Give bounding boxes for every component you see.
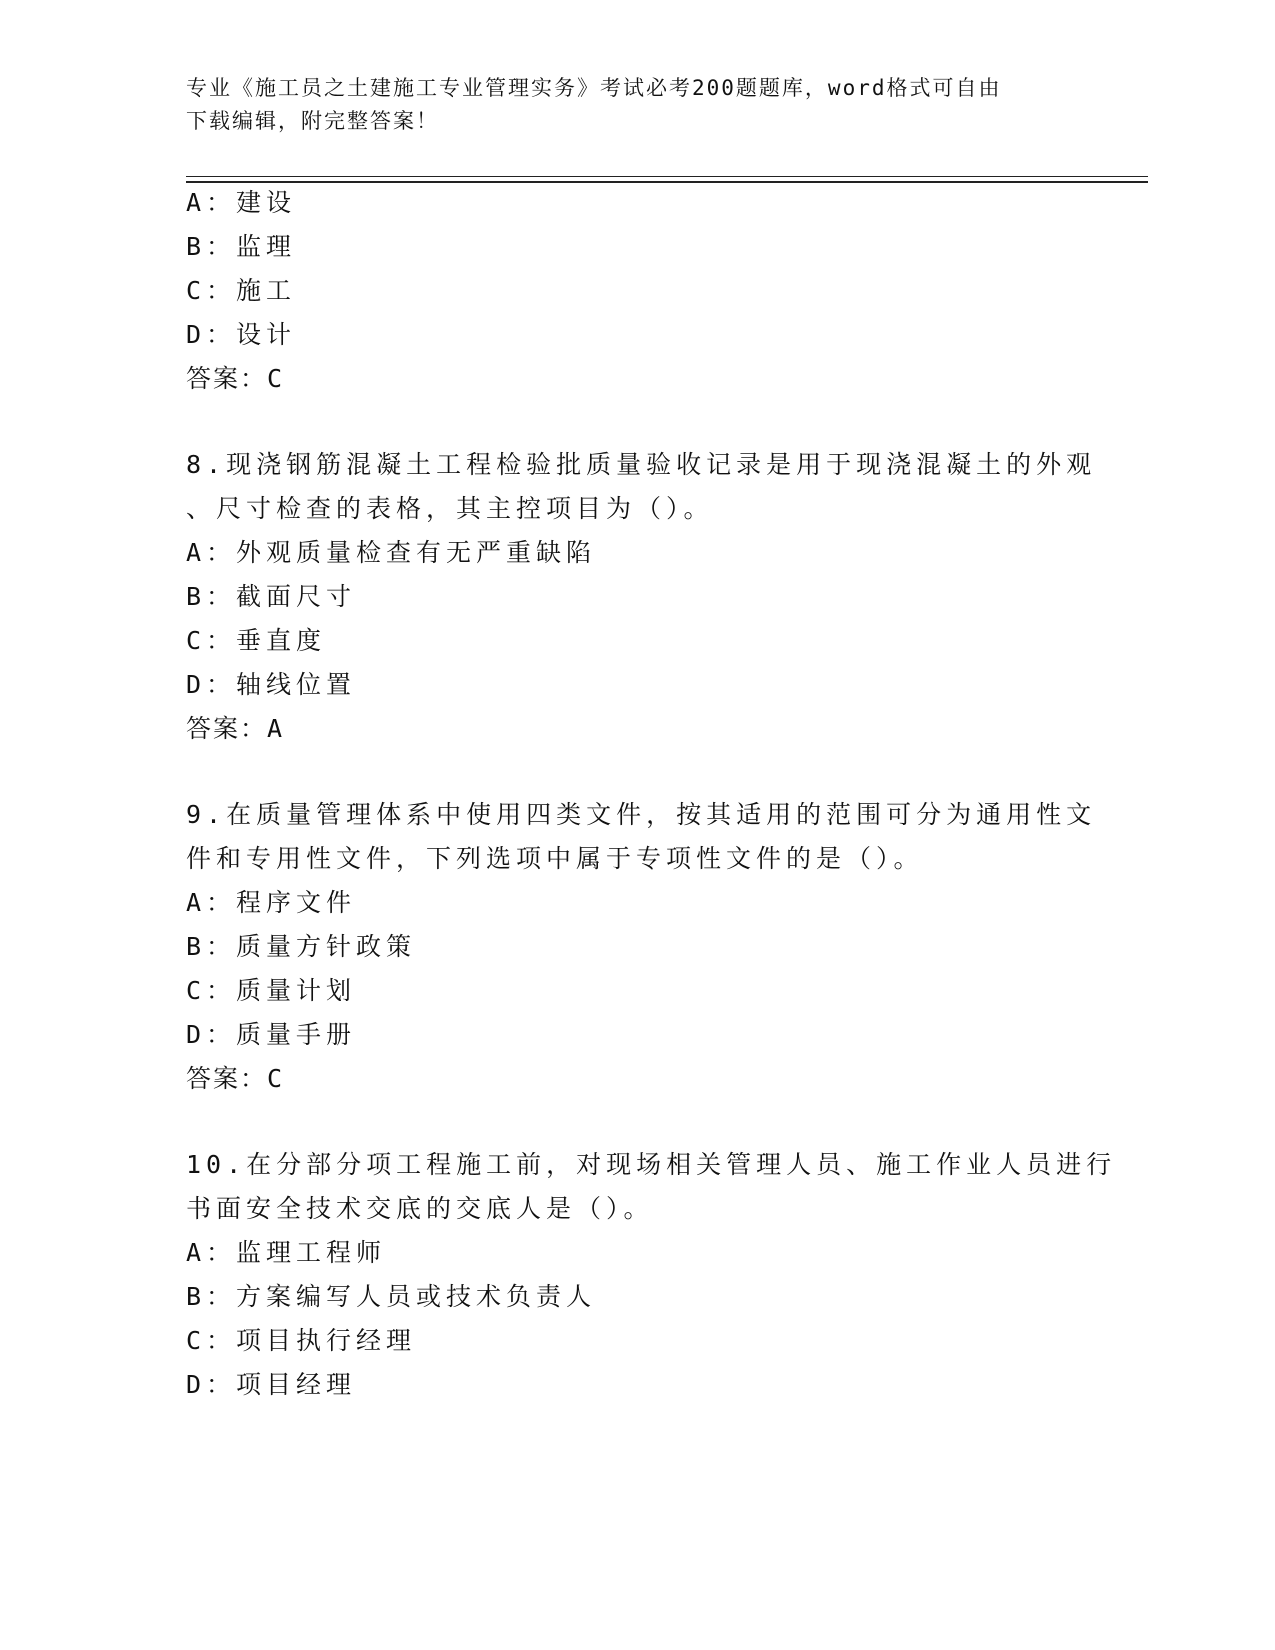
q8-option-d: D：轴线位置: [186, 670, 357, 699]
header-divider-top: [186, 176, 1148, 177]
q8-answer: 答案：A: [186, 714, 285, 743]
q10-option-d: D：项目经理: [186, 1370, 357, 1399]
q7-option-b: B：监理: [186, 232, 297, 261]
q10-option-b: B：方案编写人员或技术负责人: [186, 1282, 597, 1311]
q7-option-d: D：设计: [186, 320, 297, 349]
q8-option-c: C：垂直度: [186, 626, 327, 655]
title-line-1: 专业《施工员之土建施工专业管理实务》考试必考200题题库，word格式可自由: [186, 76, 1002, 100]
q7-answer: 答案：C: [186, 364, 285, 393]
q9-answer: 答案：C: [186, 1064, 285, 1093]
q9-option-b: B：质量方针政策: [186, 932, 417, 961]
q9-option-a: A：程序文件: [186, 888, 357, 917]
q9-option-c: C：质量计划: [186, 976, 357, 1005]
q7-option-c: C：施工: [186, 276, 297, 305]
header-divider-bottom: [186, 181, 1148, 183]
q7-option-a: A：建设: [186, 188, 297, 217]
q10-stem-line-1: 10.在分部分项工程施工前，对现场相关管理人员、施工作业人员进行: [186, 1150, 1117, 1179]
q8-option-a: A：外观质量检查有无严重缺陷: [186, 538, 597, 567]
q8-option-b: B：截面尺寸: [186, 582, 357, 611]
q10-option-a: A：监理工程师: [186, 1238, 387, 1267]
q9-option-d: D：质量手册: [186, 1020, 357, 1049]
q9-stem-line-1: 9.在质量管理体系中使用四类文件，按其适用的范围可分为通用性文: [186, 800, 1097, 829]
q8-stem-line-1: 8.现浇钢筋混凝土工程检验批质量验收记录是用于现浇混凝土的外观: [186, 450, 1097, 479]
q8-stem-line-2: 、尺寸检查的表格，其主控项目为（）。: [186, 494, 714, 523]
document-title: [186, 72, 1066, 138]
q10-stem-line-2: 书面安全技术交底的交底人是（）。: [186, 1194, 654, 1223]
q9-stem-line-2: 件和专用性文件，下列选项中属于专项性文件的是（）。: [186, 844, 924, 873]
q10-option-c: C：项目执行经理: [186, 1326, 417, 1355]
title-line-2: 下载编辑，附完整答案！: [186, 109, 439, 133]
